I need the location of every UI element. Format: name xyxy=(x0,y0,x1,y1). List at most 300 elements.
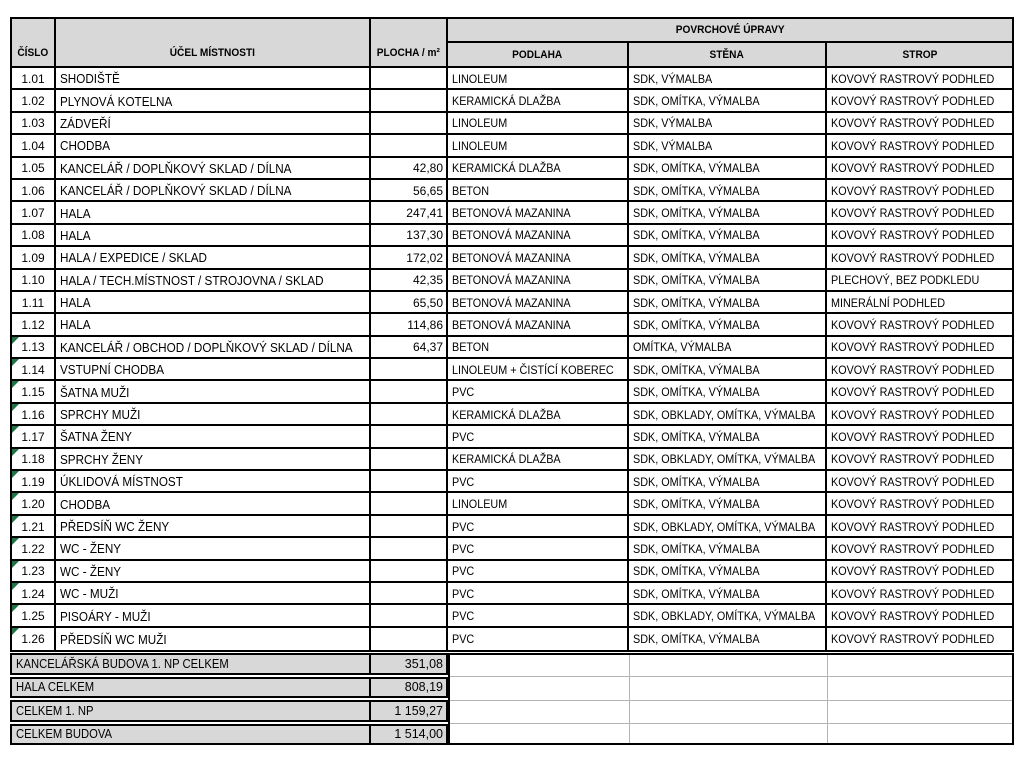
ceiling-finish-cell[interactable] xyxy=(827,337,1012,359)
ceiling-finish: MINERÁLNÍ PODHLED xyxy=(831,295,946,310)
room-area-cell[interactable] xyxy=(371,381,448,403)
ceiling-finish-cell[interactable] xyxy=(827,247,1012,269)
summary-label: KANCELÁŘSKÁ BUDOVA 1. NP CELKEM xyxy=(16,656,229,671)
room-purpose-cell[interactable] xyxy=(56,516,371,538)
ceiling-finish-cell[interactable] xyxy=(827,135,1012,157)
ceiling-finish-cell[interactable] xyxy=(827,314,1012,336)
room-purpose-cell[interactable] xyxy=(56,471,371,493)
room-area-cell[interactable] xyxy=(371,90,448,112)
error-indicator-triangle-icon xyxy=(12,516,19,523)
table-row xyxy=(12,471,1012,493)
room-area: 114,86 xyxy=(407,317,443,332)
wall-finish-cell[interactable] xyxy=(629,270,827,292)
room-purpose: PISOÁRY - MUŽI xyxy=(60,608,151,624)
wall-finish: SDK, OMÍTKA, VÝMALBA xyxy=(633,586,760,601)
header-strop[interactable] xyxy=(827,43,1012,68)
room-number-cell[interactable] xyxy=(12,583,56,605)
room-purpose-cell[interactable] xyxy=(56,247,371,269)
ceiling-finish: KOVOVÝ RASTROVÝ PODHLED xyxy=(831,474,995,489)
header-plocha[interactable] xyxy=(371,19,448,68)
summary-value-cell[interactable] xyxy=(371,700,448,722)
error-indicator-triangle-icon xyxy=(12,359,19,366)
floor-finish: BETONOVÁ MAZANINA xyxy=(452,228,571,243)
room-number: 1.03 xyxy=(21,116,45,131)
wall-finish: SDK, OMÍTKA, VÝMALBA xyxy=(633,385,760,400)
table-row xyxy=(12,583,1012,605)
floor-finish-cell[interactable] xyxy=(448,516,629,538)
room-number: 1.11 xyxy=(21,295,45,310)
room-number-cell[interactable] xyxy=(12,292,56,314)
room-area-cell[interactable] xyxy=(371,516,448,538)
floor-finish-cell[interactable] xyxy=(448,247,629,269)
wall-finish-cell[interactable] xyxy=(629,493,827,515)
wall-finish-cell[interactable] xyxy=(629,561,827,583)
ceiling-finish-cell[interactable] xyxy=(827,628,1012,650)
wall-finish-cell[interactable] xyxy=(629,359,827,381)
room-number: 1.17 xyxy=(21,429,45,444)
error-indicator-triangle-icon xyxy=(12,493,19,500)
summary-label-cell[interactable] xyxy=(10,677,371,699)
room-number-cell[interactable] xyxy=(12,538,56,560)
floor-finish-cell[interactable] xyxy=(448,628,629,650)
room-purpose: WC - ŽENY xyxy=(60,541,122,557)
room-area-cell[interactable] xyxy=(371,247,448,269)
room-purpose-cell[interactable] xyxy=(56,426,371,448)
wall-finish: SDK, OBKLADY, OMÍTKA, VÝMALBA xyxy=(633,519,816,534)
room-purpose: ŠATNA ŽENY xyxy=(60,429,132,445)
ceiling-finish-cell[interactable] xyxy=(827,381,1012,403)
room-number: 1.25 xyxy=(21,609,45,624)
header-ucel-mistnosti[interactable] xyxy=(56,19,371,68)
room-purpose-cell[interactable] xyxy=(56,202,371,224)
room-area: 64,37 xyxy=(412,340,443,355)
room-purpose-cell[interactable] xyxy=(56,404,371,426)
ceiling-finish-cell[interactable] xyxy=(827,516,1012,538)
error-indicator-triangle-icon xyxy=(12,605,19,612)
room-number-cell[interactable] xyxy=(12,158,56,180)
room-number-cell[interactable] xyxy=(12,202,56,224)
room-area-cell[interactable] xyxy=(371,449,448,471)
room-number-cell[interactable] xyxy=(12,337,56,359)
ceiling-finish: KOVOVÝ RASTROVÝ PODHLED xyxy=(831,228,995,243)
floor-finish-cell[interactable] xyxy=(448,225,629,247)
table-row xyxy=(12,426,1012,448)
room-number-cell[interactable] xyxy=(12,516,56,538)
ceiling-finish: KOVOVÝ RASTROVÝ PODHLED xyxy=(831,183,995,198)
room-purpose: ZÁDVEŘÍ xyxy=(60,115,111,131)
room-area-cell[interactable] xyxy=(371,270,448,292)
room-area-cell[interactable] xyxy=(371,292,448,314)
summary-label-cell[interactable] xyxy=(10,653,371,675)
room-purpose: PLYNOVÁ KOTELNA xyxy=(60,93,173,109)
room-purpose-cell[interactable] xyxy=(56,270,371,292)
error-indicator-triangle-icon xyxy=(12,337,19,344)
floor-finish: LINOLEUM + ČISTÍCÍ KOBEREC xyxy=(452,362,614,377)
floor-finish-cell[interactable] xyxy=(448,113,629,135)
wall-finish-cell[interactable] xyxy=(629,247,827,269)
ceiling-finish-cell[interactable] xyxy=(827,404,1012,426)
ceiling-finish-cell[interactable] xyxy=(827,449,1012,471)
room-area-cell[interactable] xyxy=(371,538,448,560)
room-area-cell[interactable] xyxy=(371,404,448,426)
room-area-cell[interactable] xyxy=(371,628,448,650)
floor-finish: LINOLEUM xyxy=(452,138,508,153)
room-number: 1.24 xyxy=(21,586,45,601)
room-purpose: CHODBA xyxy=(60,496,111,512)
room-purpose-cell[interactable] xyxy=(56,113,371,135)
summary-label: CELKEM BUDOVA xyxy=(16,727,113,742)
wall-finish: SDK, OMÍTKA, VÝMALBA xyxy=(633,183,760,198)
room-purpose-cell[interactable] xyxy=(56,135,371,157)
wall-finish-cell[interactable] xyxy=(629,314,827,336)
room-number-cell[interactable] xyxy=(12,90,56,112)
floor-finish: BETONOVÁ MAZANINA xyxy=(452,295,571,310)
room-area-cell[interactable] xyxy=(371,113,448,135)
floor-finish: PVC xyxy=(452,519,475,534)
floor-finish-cell[interactable] xyxy=(448,202,629,224)
room-number: 1.15 xyxy=(21,385,45,400)
ceiling-finish-cell[interactable] xyxy=(827,605,1012,627)
ceiling-finish-cell[interactable] xyxy=(827,202,1012,224)
floor-finish: LINOLEUM xyxy=(452,497,508,512)
room-purpose: KANCELÁŘ / OBCHOD / DOPLŇKOVÝ SKLAD / DÍLNA xyxy=(60,339,353,355)
ceiling-finish-cell[interactable] xyxy=(827,292,1012,314)
ceiling-finish: KOVOVÝ RASTROVÝ PODHLED xyxy=(831,206,995,221)
room-number-cell[interactable] xyxy=(12,628,56,650)
error-indicator-triangle-icon xyxy=(12,381,19,388)
grid-line xyxy=(450,676,1012,677)
ceiling-finish: KOVOVÝ RASTROVÝ PODHLED xyxy=(831,317,995,332)
table-row xyxy=(12,90,1012,112)
table-row xyxy=(12,292,1012,314)
room-finishes-table xyxy=(10,17,1014,652)
ceiling-finish-cell[interactable] xyxy=(827,90,1012,112)
room-number-cell[interactable] xyxy=(12,561,56,583)
wall-finish-cell[interactable] xyxy=(629,449,827,471)
grid-line xyxy=(450,700,1012,701)
room-purpose-cell[interactable] xyxy=(56,337,371,359)
table-row xyxy=(12,381,1012,403)
ceiling-finish: KOVOVÝ RASTROVÝ PODHLED xyxy=(831,632,995,647)
floor-finish-cell[interactable] xyxy=(448,158,629,180)
ceiling-finish: KOVOVÝ RASTROVÝ PODHLED xyxy=(831,452,995,467)
room-area-cell[interactable] xyxy=(371,493,448,515)
wall-finish: SDK, OMÍTKA, VÝMALBA xyxy=(633,564,760,579)
summary-section xyxy=(10,653,1014,745)
wall-finish-cell[interactable] xyxy=(629,471,827,493)
ceiling-finish: KOVOVÝ RASTROVÝ PODHLED xyxy=(831,340,995,355)
room-purpose: WC - MUŽI xyxy=(60,586,119,602)
wall-finish: SDK, OBKLADY, OMÍTKA, VÝMALBA xyxy=(633,407,816,422)
table-row xyxy=(12,135,1012,157)
floor-finish-cell[interactable] xyxy=(448,68,629,90)
room-number-cell[interactable] xyxy=(12,135,56,157)
room-purpose-cell[interactable] xyxy=(56,158,371,180)
header-stena-label: STĚNA xyxy=(709,48,745,61)
ceiling-finish: KOVOVÝ RASTROVÝ PODHLED xyxy=(831,586,995,601)
ceiling-finish-cell[interactable] xyxy=(827,359,1012,381)
room-purpose-cell[interactable] xyxy=(56,292,371,314)
floor-finish: KERAMICKÁ DLAŽBA xyxy=(452,94,561,109)
room-purpose-cell[interactable] xyxy=(56,180,371,202)
header-cislo[interactable] xyxy=(12,19,56,68)
room-purpose: HALA xyxy=(60,317,91,333)
wall-finish-cell[interactable] xyxy=(629,538,827,560)
room-purpose-cell[interactable] xyxy=(56,449,371,471)
floor-finish-cell[interactable] xyxy=(448,292,629,314)
room-area: 42,35 xyxy=(412,273,443,288)
floor-finish-cell[interactable] xyxy=(448,583,629,605)
ceiling-finish: KOVOVÝ RASTROVÝ PODHLED xyxy=(831,71,995,86)
wall-finish: SDK, VÝMALBA xyxy=(633,71,713,86)
ceiling-finish: KOVOVÝ RASTROVÝ PODHLED xyxy=(831,519,995,534)
wall-finish: SDK, OMÍTKA, VÝMALBA xyxy=(633,295,760,310)
table-row xyxy=(12,113,1012,135)
room-number: 1.22 xyxy=(21,541,45,556)
floor-finish-cell[interactable] xyxy=(448,404,629,426)
room-purpose-cell[interactable] xyxy=(56,561,371,583)
room-number: 1.20 xyxy=(21,497,45,512)
wall-finish: SDK, OMÍTKA, VÝMALBA xyxy=(633,228,760,243)
summary-value-cell[interactable] xyxy=(371,724,448,746)
wall-finish-cell[interactable] xyxy=(629,516,827,538)
ceiling-finish-cell[interactable] xyxy=(827,583,1012,605)
table-row xyxy=(12,158,1012,180)
error-indicator-triangle-icon xyxy=(12,471,19,478)
table-row xyxy=(12,538,1012,560)
ceiling-finish: KOVOVÝ RASTROVÝ PODHLED xyxy=(831,161,995,176)
floor-finish: PVC xyxy=(452,429,475,444)
floor-finish-cell[interactable] xyxy=(448,180,629,202)
room-area-cell[interactable] xyxy=(371,225,448,247)
room-purpose-cell[interactable] xyxy=(56,538,371,560)
table-row xyxy=(12,628,1012,650)
floor-finish: KERAMICKÁ DLAŽBA xyxy=(452,452,561,467)
summary-value: 808,19 xyxy=(404,680,443,695)
ceiling-finish-cell[interactable] xyxy=(827,493,1012,515)
floor-finish-cell[interactable] xyxy=(448,561,629,583)
header-stena[interactable] xyxy=(629,43,827,68)
room-purpose-cell[interactable] xyxy=(56,628,371,650)
wall-finish-cell[interactable] xyxy=(629,90,827,112)
summary-label-cell[interactable] xyxy=(10,724,371,746)
wall-finish: SDK, OMÍTKA, VÝMALBA xyxy=(633,250,760,265)
floor-finish: LINOLEUM xyxy=(452,116,508,131)
floor-finish: LINOLEUM xyxy=(452,71,508,86)
room-number-cell[interactable] xyxy=(12,225,56,247)
floor-finish: BETON xyxy=(452,183,490,198)
ceiling-finish-cell[interactable] xyxy=(827,68,1012,90)
room-purpose: VSTUPNÍ CHODBA xyxy=(60,362,165,378)
room-purpose-cell[interactable] xyxy=(56,605,371,627)
header-ucel-label: ÚČEL MÍSTNOSTI xyxy=(169,47,256,59)
room-number: 1.01 xyxy=(21,71,45,86)
ceiling-finish: KOVOVÝ RASTROVÝ PODHLED xyxy=(831,94,995,109)
room-number-cell[interactable] xyxy=(12,113,56,135)
room-purpose: SPRCHY ŽENY xyxy=(60,451,144,467)
floor-finish-cell[interactable] xyxy=(448,381,629,403)
room-purpose-cell[interactable] xyxy=(56,583,371,605)
room-number-cell[interactable] xyxy=(12,359,56,381)
wall-finish-cell[interactable] xyxy=(629,135,827,157)
ceiling-finish: PLECHOVÝ, BEZ PODKLEDU xyxy=(831,273,980,288)
floor-finish-cell[interactable] xyxy=(448,359,629,381)
floor-finish-cell[interactable] xyxy=(448,471,629,493)
wall-finish-cell[interactable] xyxy=(629,404,827,426)
room-area: 56,65 xyxy=(412,183,443,198)
floor-finish: BETON xyxy=(452,340,490,355)
wall-finish: SDK, OMÍTKA, VÝMALBA xyxy=(633,474,760,489)
ceiling-finish: KOVOVÝ RASTROVÝ PODHLED xyxy=(831,362,995,377)
room-number: 1.12 xyxy=(21,317,45,332)
room-number: 1.10 xyxy=(21,273,45,288)
room-number-cell[interactable] xyxy=(12,426,56,448)
room-purpose: ÚKLIDOVÁ MÍSTNOST xyxy=(60,474,183,490)
wall-finish-cell[interactable] xyxy=(629,605,827,627)
wall-finish: SDK, OMÍTKA, VÝMALBA xyxy=(633,429,760,444)
grid-line xyxy=(450,723,1012,724)
floor-finish-cell[interactable] xyxy=(448,426,629,448)
summary-value: 351,08 xyxy=(404,656,443,671)
room-purpose-cell[interactable] xyxy=(56,314,371,336)
wall-finish-cell[interactable] xyxy=(629,426,827,448)
ceiling-finish-cell[interactable] xyxy=(827,180,1012,202)
room-area-cell[interactable] xyxy=(371,583,448,605)
wall-finish-cell[interactable] xyxy=(629,158,827,180)
wall-finish-cell[interactable] xyxy=(629,113,827,135)
room-number-cell[interactable] xyxy=(12,404,56,426)
room-number: 1.14 xyxy=(21,362,45,377)
header-povrchove-upravy[interactable] xyxy=(448,19,1012,43)
ceiling-finish-cell[interactable] xyxy=(827,561,1012,583)
room-purpose-cell[interactable] xyxy=(56,225,371,247)
room-number-cell[interactable] xyxy=(12,68,56,90)
error-indicator-triangle-icon xyxy=(12,628,19,635)
room-purpose: SPRCHY MUŽI xyxy=(60,407,141,423)
ceiling-finish-cell[interactable] xyxy=(827,158,1012,180)
wall-finish-cell[interactable] xyxy=(629,225,827,247)
room-area-cell[interactable] xyxy=(371,605,448,627)
floor-finish: KERAMICKÁ DLAŽBA xyxy=(452,407,561,422)
room-area-cell[interactable] xyxy=(371,426,448,448)
room-number-cell[interactable] xyxy=(12,449,56,471)
table-row xyxy=(12,359,1012,381)
room-number: 1.26 xyxy=(21,632,45,647)
room-purpose: HALA / EXPEDICE / SKLAD xyxy=(60,250,207,266)
room-number-cell[interactable] xyxy=(12,247,56,269)
floor-finish: BETONOVÁ MAZANINA xyxy=(452,317,571,332)
wall-finish: SDK, OMÍTKA, VÝMALBA xyxy=(633,317,760,332)
wall-finish-cell[interactable] xyxy=(629,583,827,605)
table-row xyxy=(12,449,1012,471)
room-purpose-cell[interactable] xyxy=(56,359,371,381)
room-area-cell[interactable] xyxy=(371,202,448,224)
error-indicator-triangle-icon xyxy=(12,426,19,433)
room-area-cell[interactable] xyxy=(371,158,448,180)
ceiling-finish-cell[interactable] xyxy=(827,471,1012,493)
wall-finish: OMÍTKA, VÝMALBA xyxy=(633,340,732,355)
room-number: 1.16 xyxy=(21,407,45,422)
room-number-cell[interactable] xyxy=(12,471,56,493)
room-area-cell[interactable] xyxy=(371,135,448,157)
header-plocha-label: PLOCHA / m² xyxy=(376,47,441,59)
ceiling-finish-cell[interactable] xyxy=(827,225,1012,247)
ceiling-finish: KOVOVÝ RASTROVÝ PODHLED xyxy=(831,250,995,265)
room-area: 65,50 xyxy=(412,295,443,310)
room-purpose-cell[interactable] xyxy=(56,68,371,90)
wall-finish: SDK, OBKLADY, OMÍTKA, VÝMALBA xyxy=(633,452,816,467)
wall-finish: SDK, OMÍTKA, VÝMALBA xyxy=(633,497,760,512)
summary-label-cell[interactable] xyxy=(10,700,371,722)
room-number: 1.07 xyxy=(21,206,45,221)
ceiling-finish-cell[interactable] xyxy=(827,113,1012,135)
room-area-cell[interactable] xyxy=(371,359,448,381)
room-number-cell[interactable] xyxy=(12,381,56,403)
room-number-cell[interactable] xyxy=(12,314,56,336)
floor-finish-cell[interactable] xyxy=(448,449,629,471)
floor-finish-cell[interactable] xyxy=(448,337,629,359)
room-number-cell[interactable] xyxy=(12,270,56,292)
floor-finish-cell[interactable] xyxy=(448,493,629,515)
room-number-cell[interactable] xyxy=(12,493,56,515)
summary-value: 1 514,00 xyxy=(394,727,443,742)
summary-value-cell[interactable] xyxy=(371,653,448,675)
room-area-cell[interactable] xyxy=(371,471,448,493)
floor-finish-cell[interactable] xyxy=(448,605,629,627)
room-purpose: HALA xyxy=(60,295,91,311)
room-purpose: KANCELÁŘ / DOPLŇKOVÝ SKLAD / DÍLNA xyxy=(60,183,292,199)
wall-finish-cell[interactable] xyxy=(629,292,827,314)
floor-finish-cell[interactable] xyxy=(448,538,629,560)
table-row xyxy=(12,270,1012,292)
room-area: 42,80 xyxy=(412,161,443,176)
wall-finish-cell[interactable] xyxy=(629,337,827,359)
ceiling-finish-cell[interactable] xyxy=(827,538,1012,560)
room-area-cell[interactable] xyxy=(371,180,448,202)
room-number-cell[interactable] xyxy=(12,180,56,202)
room-purpose-cell[interactable] xyxy=(56,493,371,515)
ceiling-finish-cell[interactable] xyxy=(827,426,1012,448)
floor-finish-cell[interactable] xyxy=(448,270,629,292)
summary-value-cell[interactable] xyxy=(371,677,448,699)
floor-finish-cell[interactable] xyxy=(448,135,629,157)
room-area-cell[interactable] xyxy=(371,68,448,90)
floor-finish-cell[interactable] xyxy=(448,314,629,336)
room-number: 1.04 xyxy=(21,138,45,153)
ceiling-finish-cell[interactable] xyxy=(827,270,1012,292)
wall-finish-cell[interactable] xyxy=(629,381,827,403)
table-row xyxy=(12,314,1012,336)
table-row xyxy=(12,68,1012,90)
wall-finish-cell[interactable] xyxy=(629,68,827,90)
room-area-cell[interactable] xyxy=(371,314,448,336)
room-number: 1.13 xyxy=(21,340,45,355)
table-row xyxy=(12,516,1012,538)
room-area-cell[interactable] xyxy=(371,337,448,359)
room-purpose-cell[interactable] xyxy=(56,381,371,403)
table-row xyxy=(12,337,1012,359)
room-area-cell[interactable] xyxy=(371,561,448,583)
wall-finish-cell[interactable] xyxy=(629,202,827,224)
floor-finish-cell[interactable] xyxy=(448,90,629,112)
room-purpose: CHODBA xyxy=(60,138,111,154)
header-podlaha[interactable] xyxy=(448,43,629,68)
wall-finish-cell[interactable] xyxy=(629,628,827,650)
room-purpose-cell[interactable] xyxy=(56,90,371,112)
room-number-cell[interactable] xyxy=(12,605,56,627)
ceiling-finish: KOVOVÝ RASTROVÝ PODHLED xyxy=(831,541,995,556)
wall-finish-cell[interactable] xyxy=(629,180,827,202)
